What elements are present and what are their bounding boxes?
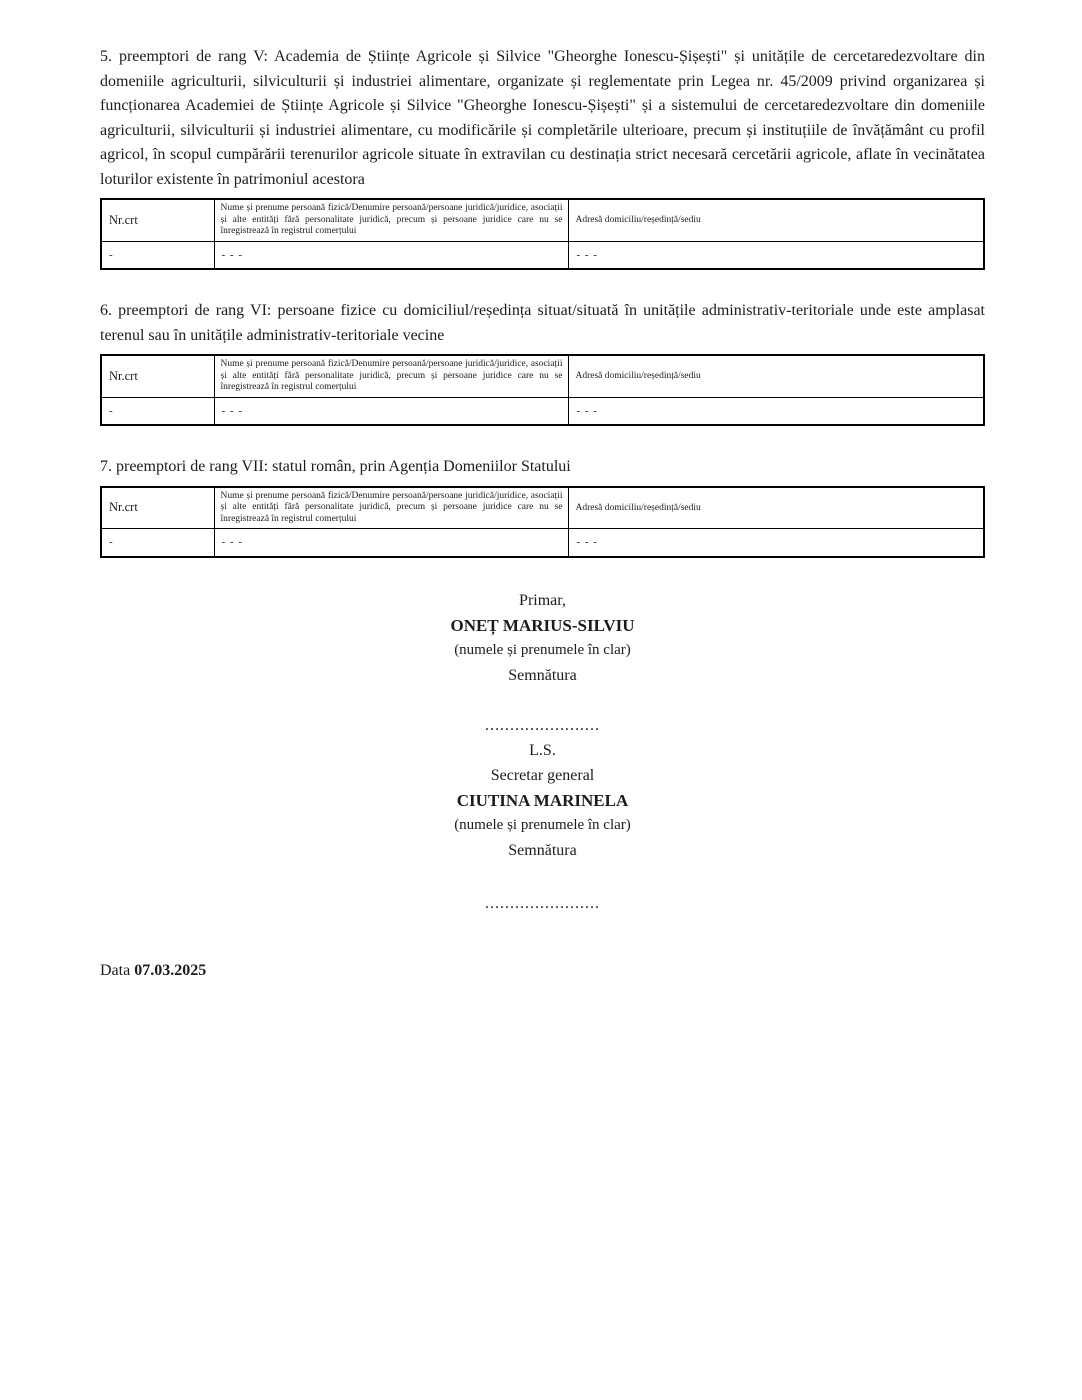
mayor-name: ONEȚ MARIUS-SILVIU (450, 615, 635, 635)
signature-block (100, 588, 985, 916)
header-address-column: Adresă domiciliu/reședință/sediu (569, 199, 984, 241)
cell-address: - - - (569, 241, 984, 269)
table-header-row (101, 355, 984, 397)
preemptors-table-rang-v (100, 198, 985, 270)
cell-name: - - - (214, 529, 569, 557)
cell-name: - - - (214, 397, 569, 425)
table-row (101, 397, 984, 425)
spacer (100, 863, 985, 891)
name-note: (numele și prenumele în clar) (454, 641, 631, 658)
header-nr-crt: Nr.crt (101, 199, 214, 241)
cell-nr: - (101, 397, 214, 425)
paragraph-rang-v: 5. preemptori de rang V: Academia de Științe Agricole și Silvice "Gheorghe Ionescu-Șișești" și unitățile de cercetaredezvoltare din domeniile agriculturii, silviculturii și industriei alimentare, organizate și reglementate prin Legea nr. 45/2009 privind organizarea și funcționarea Academiei de Științe Agricole și Silvice "Gheorghe Ionescu-Șișești" și a sistemului de cercetaredezvoltare din domeniile agriculturii, silviculturii și industriei alimentare, cu modificările și completările ulterioare, precum și instituțiile de învățământ cu profil agricol, în scopul cumpărării terenurilor agricole situate în extravilan cu destinația strict necesară cercetării agricole, aflate în vecinătatea loturilor existente în patrimoniul acestora (100, 48, 985, 188)
header-nr-crt: Nr.crt (101, 355, 214, 397)
signature-dotted-line: ....................... (485, 894, 600, 912)
table-header-row (101, 199, 984, 241)
date-line (100, 962, 985, 980)
cell-nr: - (101, 241, 214, 269)
cell-address: - - - (569, 529, 984, 557)
cell-address: - - - (569, 397, 984, 425)
paragraph-rang-vii: 7. preemptori de rang VII: statul român, prin Agenția Domeniilor Statului (100, 458, 571, 475)
header-address-column: Adresă domiciliu/reședință/sediu (569, 355, 984, 397)
spacer (100, 688, 985, 713)
preemptors-table-rang-vii (100, 486, 985, 558)
mayor-title: Primar, (519, 591, 566, 609)
paragraph-rang-vi: 6. preemptori de rang VI: persoane fizice cu domiciliul/reședința situat/situată în unitățile administrativ-teritoriale unde este amplasat terenul sau în unitățile administrativ-teritoriale vecine (100, 302, 985, 344)
header-nr-crt: Nr.crt (101, 487, 214, 529)
header-name-column: Nume și prenume persoană fizică/Denumire persoană/persoane juridică/juridice, asociații și alte entități fără personalitate juridică, precum și persoane juridice care nu se înregistrează în registrul comerțului (214, 199, 569, 241)
signature-label: Semnătura (508, 841, 577, 859)
secretary-name: CIUTINA MARINELA (456, 790, 629, 810)
cell-name: - - - (214, 241, 569, 269)
header-name-column: Nume și prenume persoană fizică/Denumire persoană/persoane juridică/juridice, asociații și alte entități fără personalitate juridică, precum și persoane juridice care nu se înregistrează în registrul comerțului (214, 487, 569, 529)
header-address-column: Adresă domiciliu/reședință/sediu (569, 487, 984, 529)
date-value: 07.03.2025 (134, 961, 207, 979)
cell-nr: - (101, 529, 214, 557)
signature-dotted-line: ....................... (485, 716, 600, 734)
preemptors-table-rang-vi (100, 354, 985, 426)
table-row (101, 529, 984, 557)
seal-label: L.S. (529, 741, 556, 759)
header-name-column: Nume și prenume persoană fizică/Denumire persoană/persoane juridică/juridice, asociații și alte entități fără personalitate juridică, precum și persoane juridice care nu se înregistrează în registrul comerțului (214, 355, 569, 397)
table-row (101, 241, 984, 269)
name-note: (numele și prenumele în clar) (454, 816, 631, 833)
date-label: Data (100, 961, 131, 979)
secretary-title: Secretar general (490, 766, 595, 784)
table-header-row (101, 487, 984, 529)
signature-label: Semnătura (508, 666, 577, 684)
